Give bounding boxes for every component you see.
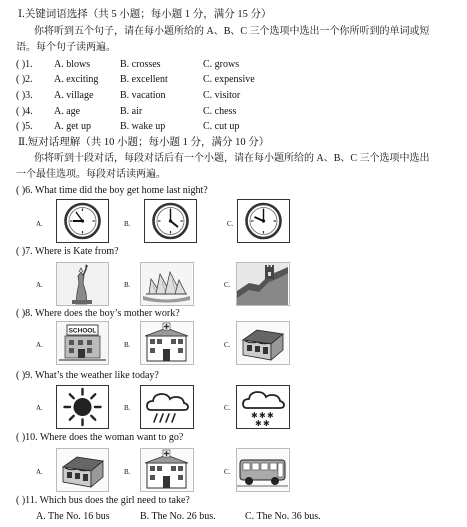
option-c-label: C. xyxy=(224,468,231,476)
svg-text:✱: ✱ xyxy=(263,419,270,428)
great-wall-icon xyxy=(237,263,288,305)
option-a-label: A. xyxy=(36,220,43,228)
question-number: ( )2. xyxy=(16,74,33,85)
q8-option-a xyxy=(56,321,109,365)
school-sign: SCHOOL xyxy=(68,327,97,335)
question-number: ( )3. xyxy=(16,90,33,101)
q7-option-c xyxy=(236,262,290,306)
q7-option-a xyxy=(56,262,109,306)
q11-option-a: A. The No. 16 bus xyxy=(36,511,110,522)
hospital-building-icon xyxy=(141,322,192,364)
option-b-label: B. xyxy=(124,281,131,289)
section1-instruction-cont: 语。每个句子读两遍。 xyxy=(16,42,116,53)
q8-option-c xyxy=(236,321,290,365)
section2-instruction: 你将听到十段对话，每段对话后有一个小题，请在每小题所给的 A、B、C 三个选项中选出 xyxy=(34,153,430,164)
svg-text:✱: ✱ xyxy=(267,411,274,420)
option-c: C. chess xyxy=(203,106,237,117)
option-c-label: C. xyxy=(227,220,234,228)
snow-cloud-icon xyxy=(237,386,288,428)
option-b: B. air xyxy=(120,106,143,117)
option-c: C. cut up xyxy=(203,121,240,132)
option-a-label: A. xyxy=(36,281,43,289)
shop-building-icon xyxy=(237,322,288,364)
q6-option-a xyxy=(56,199,109,243)
option-a-label: A. xyxy=(36,468,43,476)
option-b: B. excellent xyxy=(120,74,168,85)
clock-icon xyxy=(57,200,108,242)
section1-instruction: 你将听到五个句子，请在每小题所给的 A、B、C 三个选项中选出一个你所听到的单词或短 xyxy=(34,26,430,37)
svg-text:✱: ✱ xyxy=(259,411,266,420)
section2-heading: Ⅱ.短对话理解（共 10 小题；每小题 1 分，满分 10 分） xyxy=(18,137,270,148)
hospital-building-icon xyxy=(141,449,192,491)
option-a: A. get up xyxy=(54,121,91,132)
bus-icon xyxy=(237,449,288,491)
rain-cloud-icon xyxy=(141,386,192,428)
option-c-label: C. xyxy=(224,281,231,289)
svg-text:✱: ✱ xyxy=(255,419,262,428)
q10-text: ( )10. Where does the woman want to go? xyxy=(16,432,184,443)
q11-option-b: B. The No. 26 bus. xyxy=(140,511,216,522)
q9-text: ( )9. What’s the weather like today? xyxy=(16,370,159,381)
q11-text: ( )11. Which bus does the girl need to take? xyxy=(16,495,190,506)
clock-icon xyxy=(238,200,289,242)
option-b-label: B. xyxy=(124,341,131,349)
option-c: C. visitor xyxy=(203,90,241,101)
option-b-label: B. xyxy=(124,220,131,228)
section2-instruction-cont: 一个最佳选项。每段对话读两遍。 xyxy=(16,169,166,180)
option-a: A. age xyxy=(54,106,81,117)
option-c-label: C. xyxy=(224,404,231,412)
option-a: A. exciting xyxy=(54,74,99,85)
q10-option-b xyxy=(140,448,194,492)
q6-option-b xyxy=(144,199,197,243)
option-b-label: B. xyxy=(124,468,131,476)
q9-option-b xyxy=(140,385,194,429)
option-a-label: A. xyxy=(36,404,43,412)
q7-option-b xyxy=(140,262,194,306)
question-number: ( )5. xyxy=(16,121,33,132)
option-a: A. village xyxy=(54,90,94,101)
shop-building-icon xyxy=(57,449,108,491)
option-a: A. blows xyxy=(54,59,91,70)
option-c-label: C. xyxy=(224,341,231,349)
school-building-icon xyxy=(57,322,108,364)
option-b: B. wake up xyxy=(120,121,166,132)
option-c: C. grows xyxy=(203,59,240,70)
clock-icon xyxy=(145,200,196,242)
option-c: C. expensive xyxy=(203,74,255,85)
q6-text: ( )6. What time did the boy get home last night? xyxy=(16,185,208,196)
option-b-label: B. xyxy=(124,404,131,412)
q10-option-c xyxy=(236,448,290,492)
sun-icon xyxy=(57,386,108,428)
question-number: ( )4. xyxy=(16,106,33,117)
statue-of-liberty-icon xyxy=(57,263,108,305)
q9-option-a xyxy=(56,385,109,429)
section1-heading: Ⅰ.关键词语选择（共 5 小题；每小题 1 分，满分 15 分） xyxy=(18,9,272,20)
sydney-opera-house-icon xyxy=(141,263,192,305)
option-a-label: A. xyxy=(36,341,43,349)
q7-text: ( )7. Where is Kate from? xyxy=(16,246,119,257)
q8-option-b xyxy=(140,321,194,365)
option-b: B. crosses xyxy=(120,59,161,70)
q9-option-c xyxy=(236,385,290,429)
q6-option-c xyxy=(237,199,290,243)
question-number: ( )1. xyxy=(16,59,33,70)
q8-text: ( )8. Where does the boy’s mother work? xyxy=(16,308,180,319)
q11-option-c: C. The No. 36 bus. xyxy=(245,511,321,522)
option-b: B. vacation xyxy=(120,90,166,101)
q10-option-a xyxy=(56,448,109,492)
svg-text:✱: ✱ xyxy=(251,411,258,420)
